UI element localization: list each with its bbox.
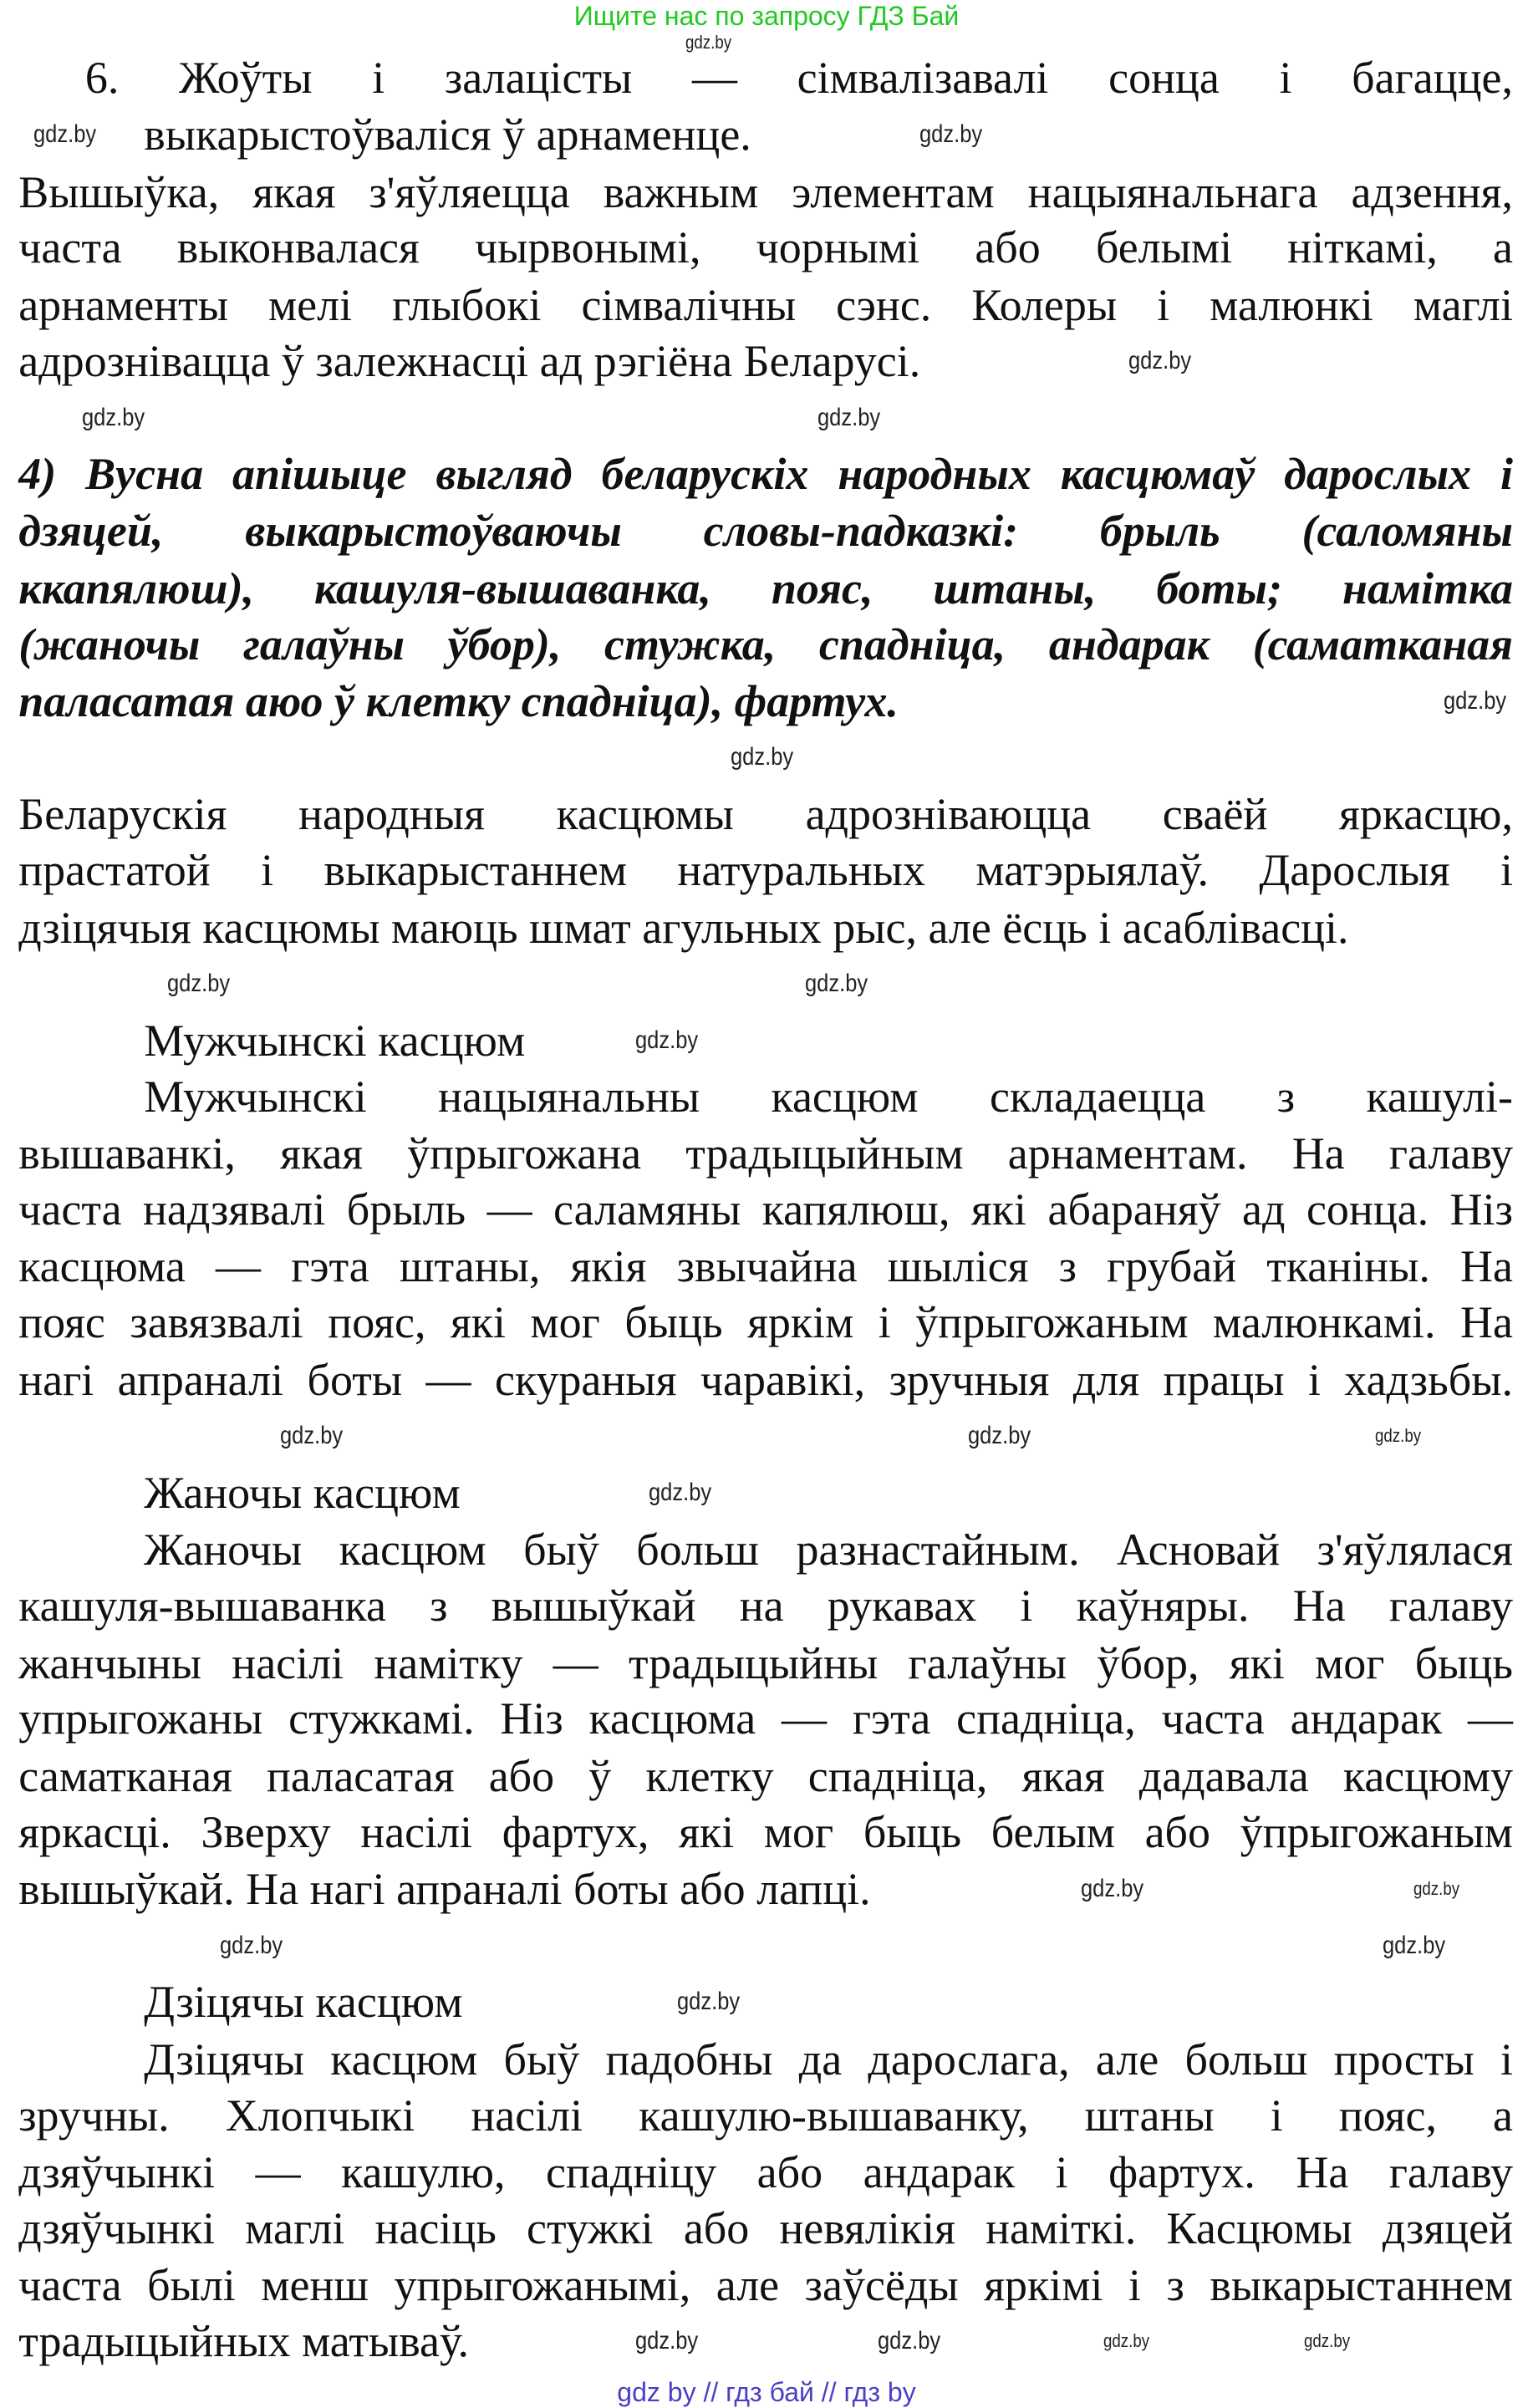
paragraph-line: адрозніваццa ў залежнасці ад рэгіёна Беларусі.	[18, 335, 921, 386]
watermark: gdz.by	[649, 1479, 712, 1506]
task-line: 4) Вусна апішыце выгляд беларускіх народных касцюмаў дарослых і	[18, 448, 1513, 499]
watermark: gdz.by	[1081, 1875, 1144, 1902]
watermark: gdz.by	[1103, 2330, 1150, 2351]
paragraph-line: часта надзявалі брыль — саламяны капялюш, які абараняў ад сонца. Ніз	[18, 1184, 1513, 1235]
paragraph-line: кашуля-вышаванка з вышыўкай на рукавах і каўняры. На галаву	[18, 1581, 1513, 1632]
watermark: gdz.by	[220, 1932, 283, 1959]
paragraph-line: жанчыны насілі намітку — традыцыйны галаўны ўбор, які мог быць	[18, 1637, 1513, 1688]
watermark: gdz.by	[82, 404, 145, 431]
watermark: gdz.by	[731, 743, 794, 771]
watermark: gdz.by	[1444, 687, 1507, 715]
watermark: gdz.by	[685, 32, 732, 53]
paragraph-line: часта былі менш упрыгожанымі, але заўсёды яркімі і з выкарыстаннем	[18, 2260, 1513, 2311]
watermark: gdz.by	[805, 970, 868, 997]
paragraph-line: касцюма — гэта штаны, якія звычайна шыліся з грубай тканіны. На	[18, 1241, 1513, 1292]
paragraph-line: саматканая паласатая або ў клетку спадніца, якая дадавала касцюму	[18, 1750, 1513, 1801]
watermark: gdz.by	[919, 120, 983, 148]
paragraph-line: Жаночы касцюм быў больш разнастайным. Асновай з'яўлялася	[144, 1525, 1513, 1576]
section-heading: Мужчынскі касцюм	[144, 1015, 526, 1066]
section-heading: Дзіцячы касцюм	[144, 1977, 463, 2028]
paragraph-line: зручны. Хлопчыкі насілі кашулю-вышаванку, штаны і пояс, а	[18, 2090, 1513, 2141]
search-hint-banner: Ищите нас по запросу ГДЗ Бай	[573, 1, 960, 31]
paragraph-line: яркасці. Зверху насілі фартух, які мог быць белым або ўпрыгожаным	[18, 1806, 1513, 1857]
task-line: дзяцей, выкарыстоўваючы словы-падказкі: брыль (саломяны	[18, 506, 1513, 557]
watermark: gdz.by	[968, 1422, 1031, 1449]
task-line: паласатая аюо ў клетку спадніца), фартух.	[18, 676, 899, 727]
paragraph-line: традыцыйных матываў.	[18, 2316, 470, 2367]
paragraph-line: пояс завязвалі пояс, які мог быць яркім і ўпрыгожаным малюнкамі. На	[18, 1297, 1513, 1348]
watermark: gdz.by	[677, 1988, 741, 2015]
answer-line: выкарыстоўваліся ў арнаменце.	[144, 109, 751, 160]
paragraph-line: дзяўчынкі маглі насіць стужкі або невялікія наміткі. Касцюмы дзяцей	[18, 2202, 1513, 2253]
paragraph-line: Мужчынскі нацыянальны касцюм складаецца з кашулі-	[144, 1071, 1513, 1122]
watermark: gdz.by	[1304, 2330, 1351, 2351]
watermark: gdz.by	[635, 2327, 699, 2355]
section-heading: Жаночы касцюм	[144, 1467, 461, 1518]
paragraph-line: Беларускія народныя касцюмы адрозніваюцца сваёй яркасцю,	[18, 789, 1513, 840]
paragraph-line: дзіцячыя касцюмы маюць шмат агульных рыс, але ёсць і асаблівасці.	[18, 902, 1349, 953]
paragraph-line: дзяўчынкі — кашулю, спадніцу або андарак і фартух. На галаву	[18, 2147, 1513, 2198]
watermark: gdz.by	[1128, 347, 1192, 374]
paragraph-line: вышыўкай. На нагі апраналі боты або лапці.	[18, 1864, 871, 1915]
paragraph-line: арнаменты мелі глыбокі сімвалічны сэнс. Колеры і малюнкі маглі	[18, 279, 1513, 330]
watermark: gdz.by	[817, 404, 881, 431]
paragraph-line: часта выконвалася чырвонымі, чорнымі або белымі ніткамі, а	[18, 222, 1513, 273]
paragraph-line: прастатой і выкарыстаннем натуральных матэрыялаў. Дарослыя і	[18, 845, 1513, 896]
watermark: gdz.by	[1383, 1932, 1446, 1959]
answer-line: 6. Жоўты і залацісты — сімвалізавалі сонца і багацце,	[84, 52, 1513, 103]
watermark: gdz.by	[1413, 1878, 1460, 1899]
watermark: gdz.by	[280, 1422, 344, 1449]
watermark: gdz.by	[635, 1026, 699, 1054]
paragraph-line: Дзіцячы касцюм быў падобны да дарослага, але больш просты і	[144, 2034, 1513, 2085]
watermark: gdz.by	[33, 120, 97, 148]
watermark: gdz.by	[1375, 1425, 1422, 1446]
paragraph-line: упрыгожаны стужкамі. Ніз касцюма — гэта спадніца, часта андарак —	[18, 1693, 1513, 1744]
watermark: gdz.by	[167, 970, 231, 997]
task-line: ккапялюш), кашуля-вышаванка, пояс, штаны, боты; намітка	[18, 563, 1513, 613]
task-line: (жаночы галаўны ўбор), стужка, спадніца, андарак (саматканая	[18, 619, 1513, 669]
paragraph-line: вышаванкі, якая ўпрыгожана традыцыйным арнаментам. На галаву	[18, 1128, 1513, 1179]
footer-watermark: gdz by // гдз бай // гдз by	[617, 2377, 916, 2407]
paragraph-line: Вышыўка, якая з'яўляецца важным элементам нацыянальнага адзення,	[18, 166, 1513, 217]
watermark: gdz.by	[878, 2327, 941, 2355]
paragraph-line: нагі апраналі боты — скураныя чаравікі, зручныя для працы і хадзьбы.	[18, 1354, 1513, 1405]
